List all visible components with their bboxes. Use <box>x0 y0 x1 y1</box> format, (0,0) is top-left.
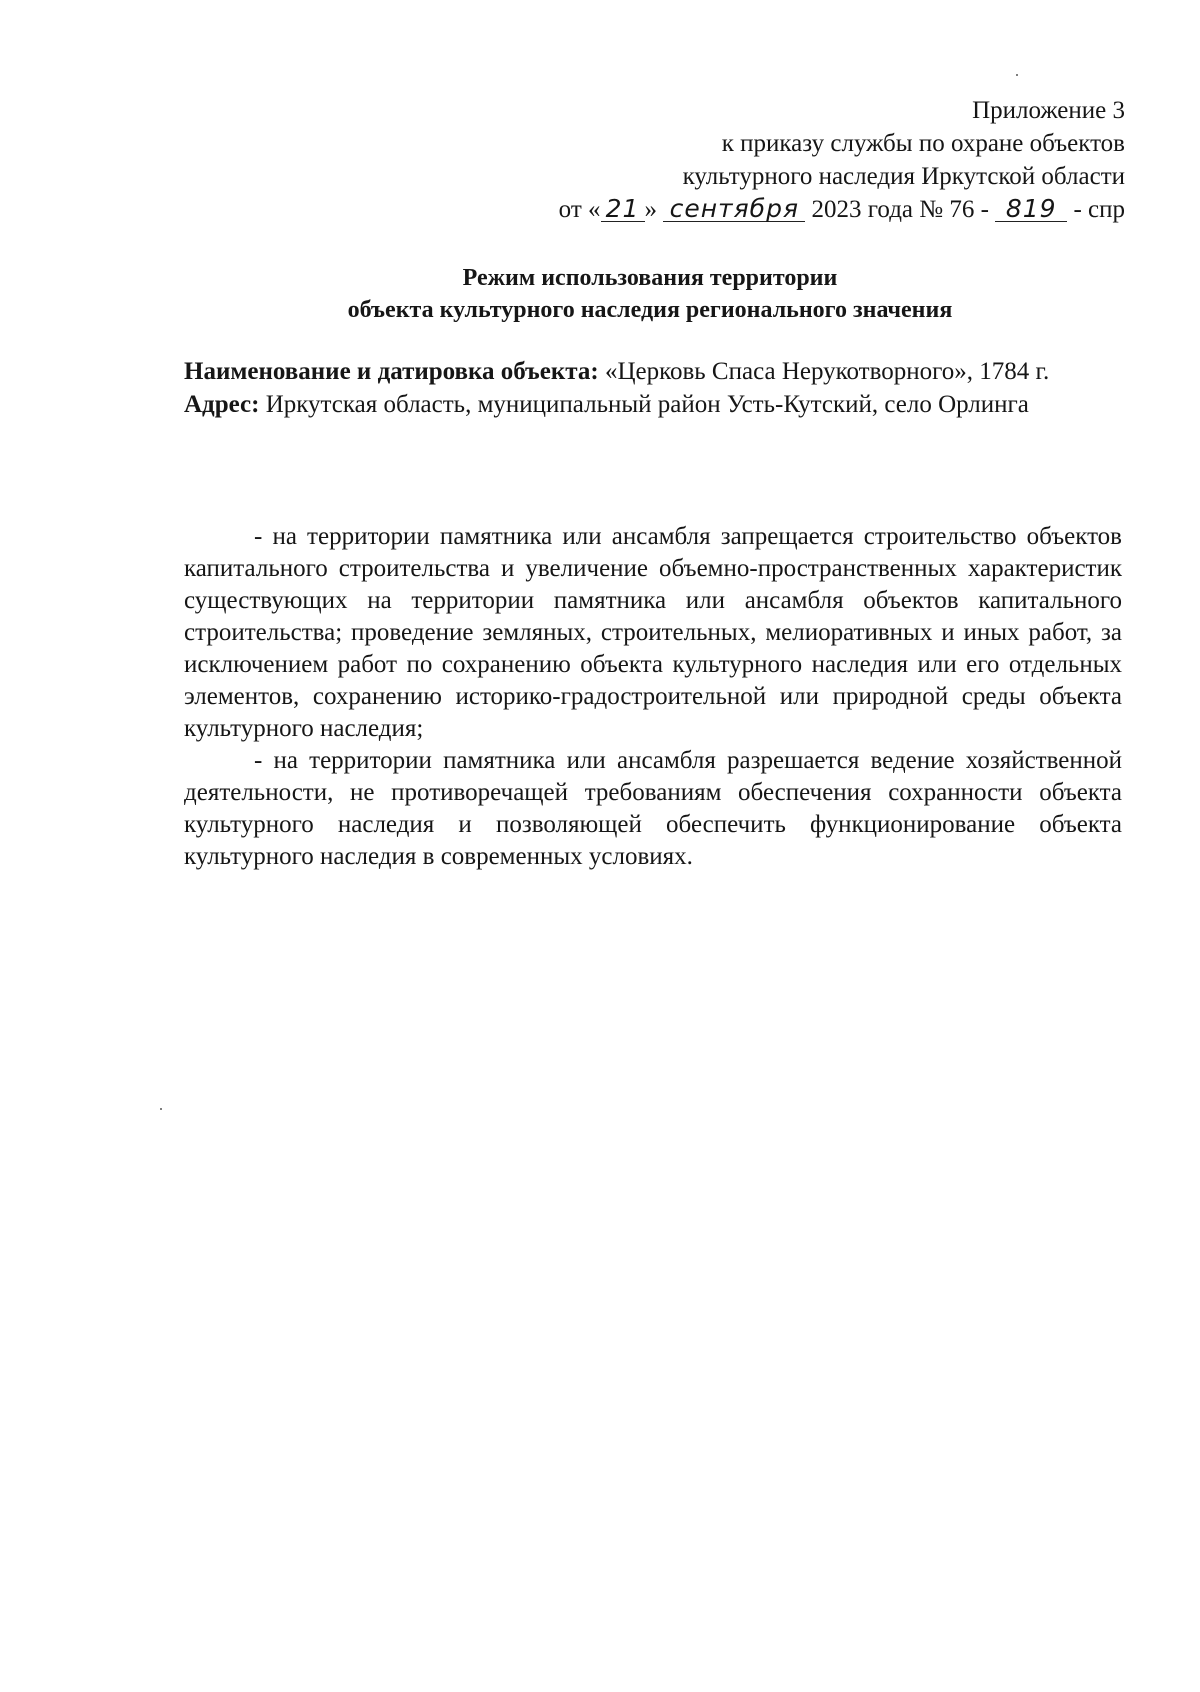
annex-number: Приложение 3 <box>972 97 1125 124</box>
object-name-row <box>184 355 1122 388</box>
annex-date-line <box>559 193 1125 226</box>
annex-order-ref: к приказу службы по охране объектов <box>721 130 1125 157</box>
title-line-1: Режим использования территории <box>462 265 838 291</box>
scan-speck <box>160 1108 162 1110</box>
handwritten-month: сентября <box>663 197 805 222</box>
object-address-value: Иркутская область, муниципальный район Усть-Кутский, село Орлинга <box>265 391 1029 418</box>
handwritten-order-number: 819 <box>995 197 1067 222</box>
date-prefix: от « <box>558 196 601 223</box>
permission-paragraph: - на территории памятника или ансамбля разрешается ведение хозяйственной деятельности, не противоречащей требованиям обеспечения сохранности объекта культурного наследия и позволяющей обеспечить функционирование объекта культурного наследия в современных условиях. <box>184 747 1122 870</box>
annex-header <box>559 94 1125 226</box>
object-address-row <box>184 388 1122 421</box>
date-year-text: 2023 года № 76 - <box>811 196 989 223</box>
annex-authority: культурного наследия Иркутской области <box>682 163 1125 190</box>
handwritten-day: 21 <box>601 197 645 222</box>
date-quote-close: » <box>644 196 658 223</box>
regime-text <box>184 521 1122 873</box>
object-address-label: Адрес: <box>184 391 260 418</box>
title-line-2: объекта культурного наследия регионального значения <box>347 297 953 323</box>
object-name-label: Наименование и датировка объекта: <box>184 358 599 385</box>
object-info <box>184 355 1122 421</box>
order-suffix: - спр <box>1073 196 1125 223</box>
prohibition-paragraph: - на территории памятника или ансамбля запрещается строительство объектов капитального строительства и увеличение объемно-пространственных характеристик существующих на территории памятника или ансамбля объектов капитального строительства; проведение земляных, строительных, мелиоративных и иных работ, за исключением работ по сохранению объекта культурного наследия или его отдельных элементов, сохранению историко-градостроительной или природной среды объекта культурного наследия; <box>184 523 1122 742</box>
document-title <box>180 262 1120 326</box>
object-name-value: «Церковь Спаса Нерукотворного», 1784 г. <box>604 358 1050 385</box>
scan-speck <box>1016 74 1018 76</box>
